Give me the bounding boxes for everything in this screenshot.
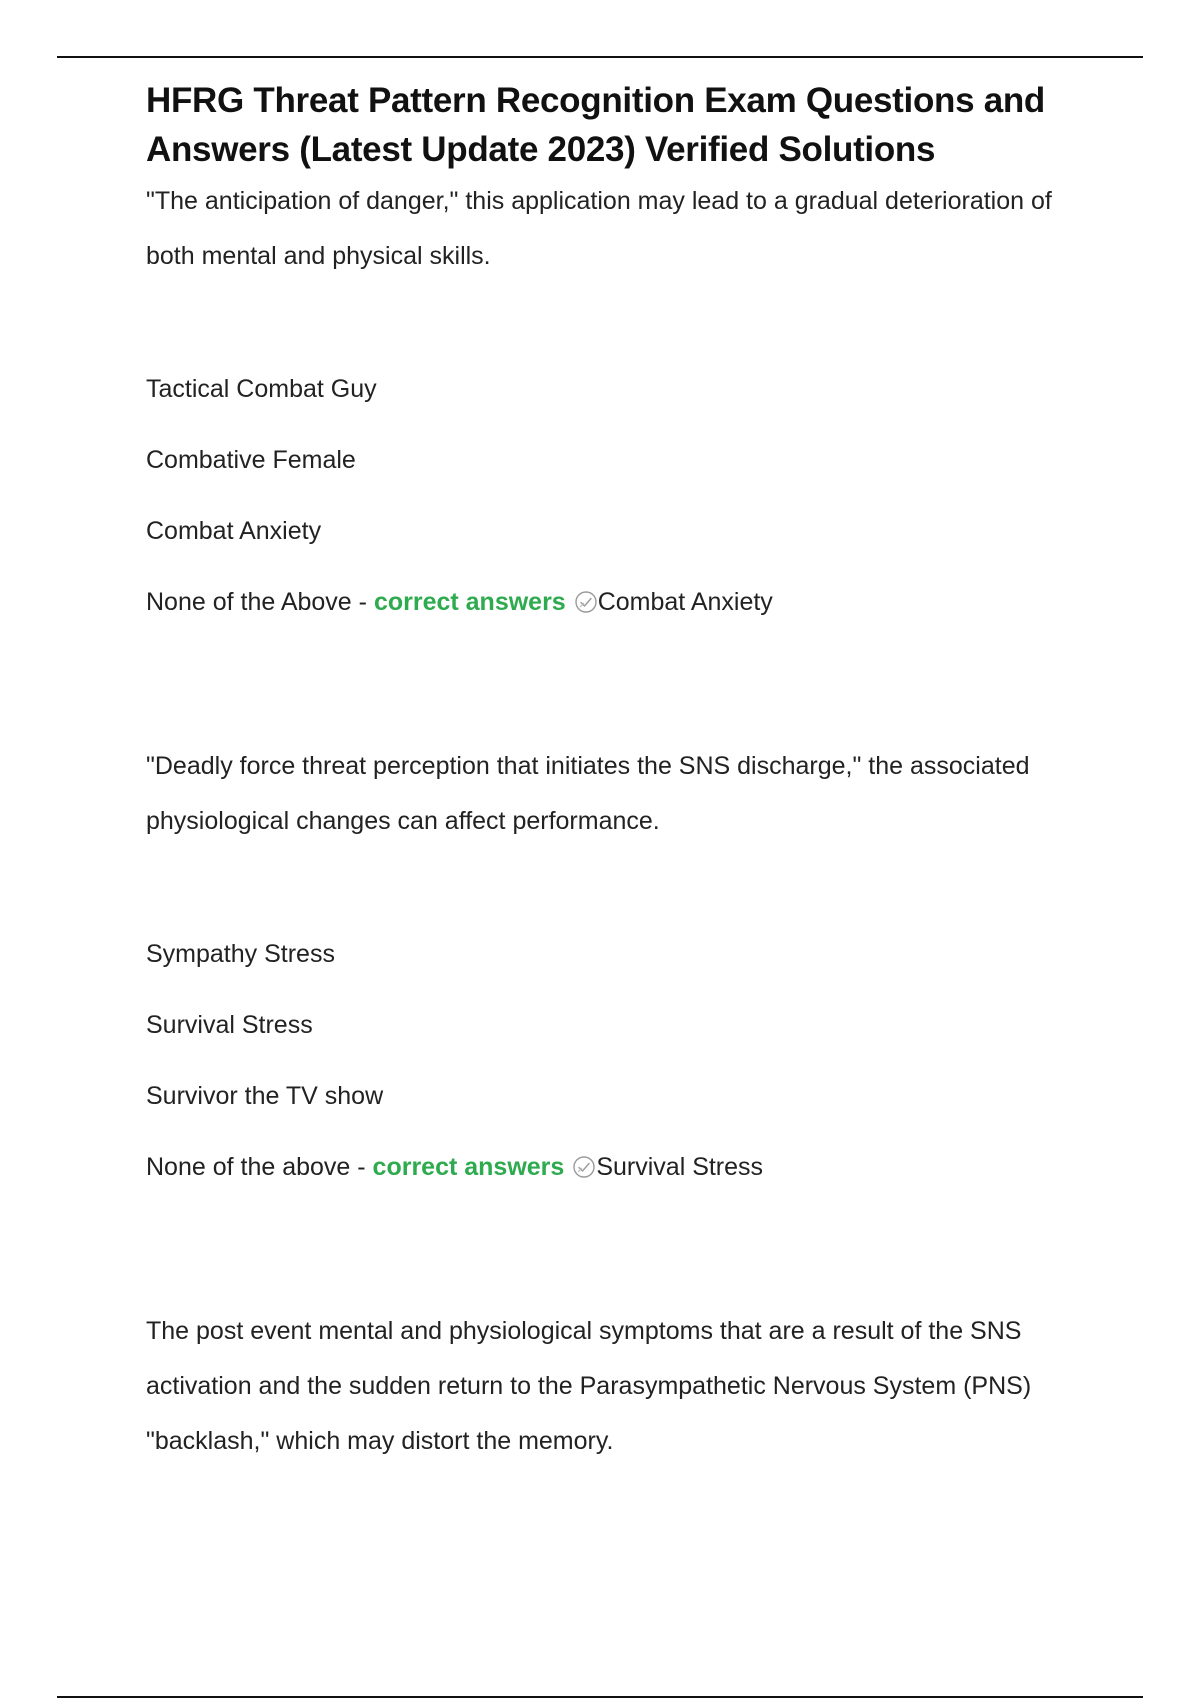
top-rule (57, 56, 1143, 58)
document-title: HFRG Threat Pattern Recognition Exam Questions and Answers (Latest Update 2023) Verified Solutions (146, 81, 1046, 169)
document-body (146, 76, 1086, 1469)
question-prompt: "The anticipation of danger," this application may lead to a gradual deterioration of both mental and physical skills. (146, 187, 1052, 270)
option-item: Survival Stress (146, 1011, 313, 1039)
correct-answer: Combat Anxiety (597, 588, 773, 616)
option-label: None of the Above (146, 588, 352, 616)
option-list (146, 374, 1086, 617)
option-item: Survivor the TV show (146, 1082, 384, 1110)
bottom-rule (57, 1696, 1143, 1698)
option-item: Tactical Combat Guy (146, 375, 377, 403)
question-3 (146, 1304, 1086, 1469)
correct-answers-label: correct answers (372, 1153, 565, 1181)
check-circle-icon (572, 1155, 596, 1179)
question-prompt: The post event mental and physiological symptoms that are a result of the SNS activation and the sudden return to the Parasympathetic Nervous System (PNS) "backlash," which may distort the memory. (146, 1317, 1032, 1455)
correct-answers-label: correct answers (373, 588, 566, 616)
question-prompt: "Deadly force threat perception that initiates the SNS discharge," the associated physiological changes can affect performance. (146, 752, 1030, 835)
check-circle-icon (574, 590, 598, 614)
option-with-answer (146, 1152, 1086, 1182)
question-1 (146, 174, 1086, 617)
option-item: Combative Female (146, 446, 356, 474)
correct-answer: Survival Stress (596, 1153, 764, 1181)
option-item: Combat Anxiety (146, 517, 322, 545)
option-with-answer (146, 587, 1086, 617)
option-list (146, 939, 1086, 1182)
separator: - (350, 1153, 373, 1181)
separator: - (351, 588, 374, 616)
option-label: None of the above (146, 1153, 351, 1181)
option-item: Sympathy Stress (146, 940, 335, 968)
question-2 (146, 739, 1086, 1182)
